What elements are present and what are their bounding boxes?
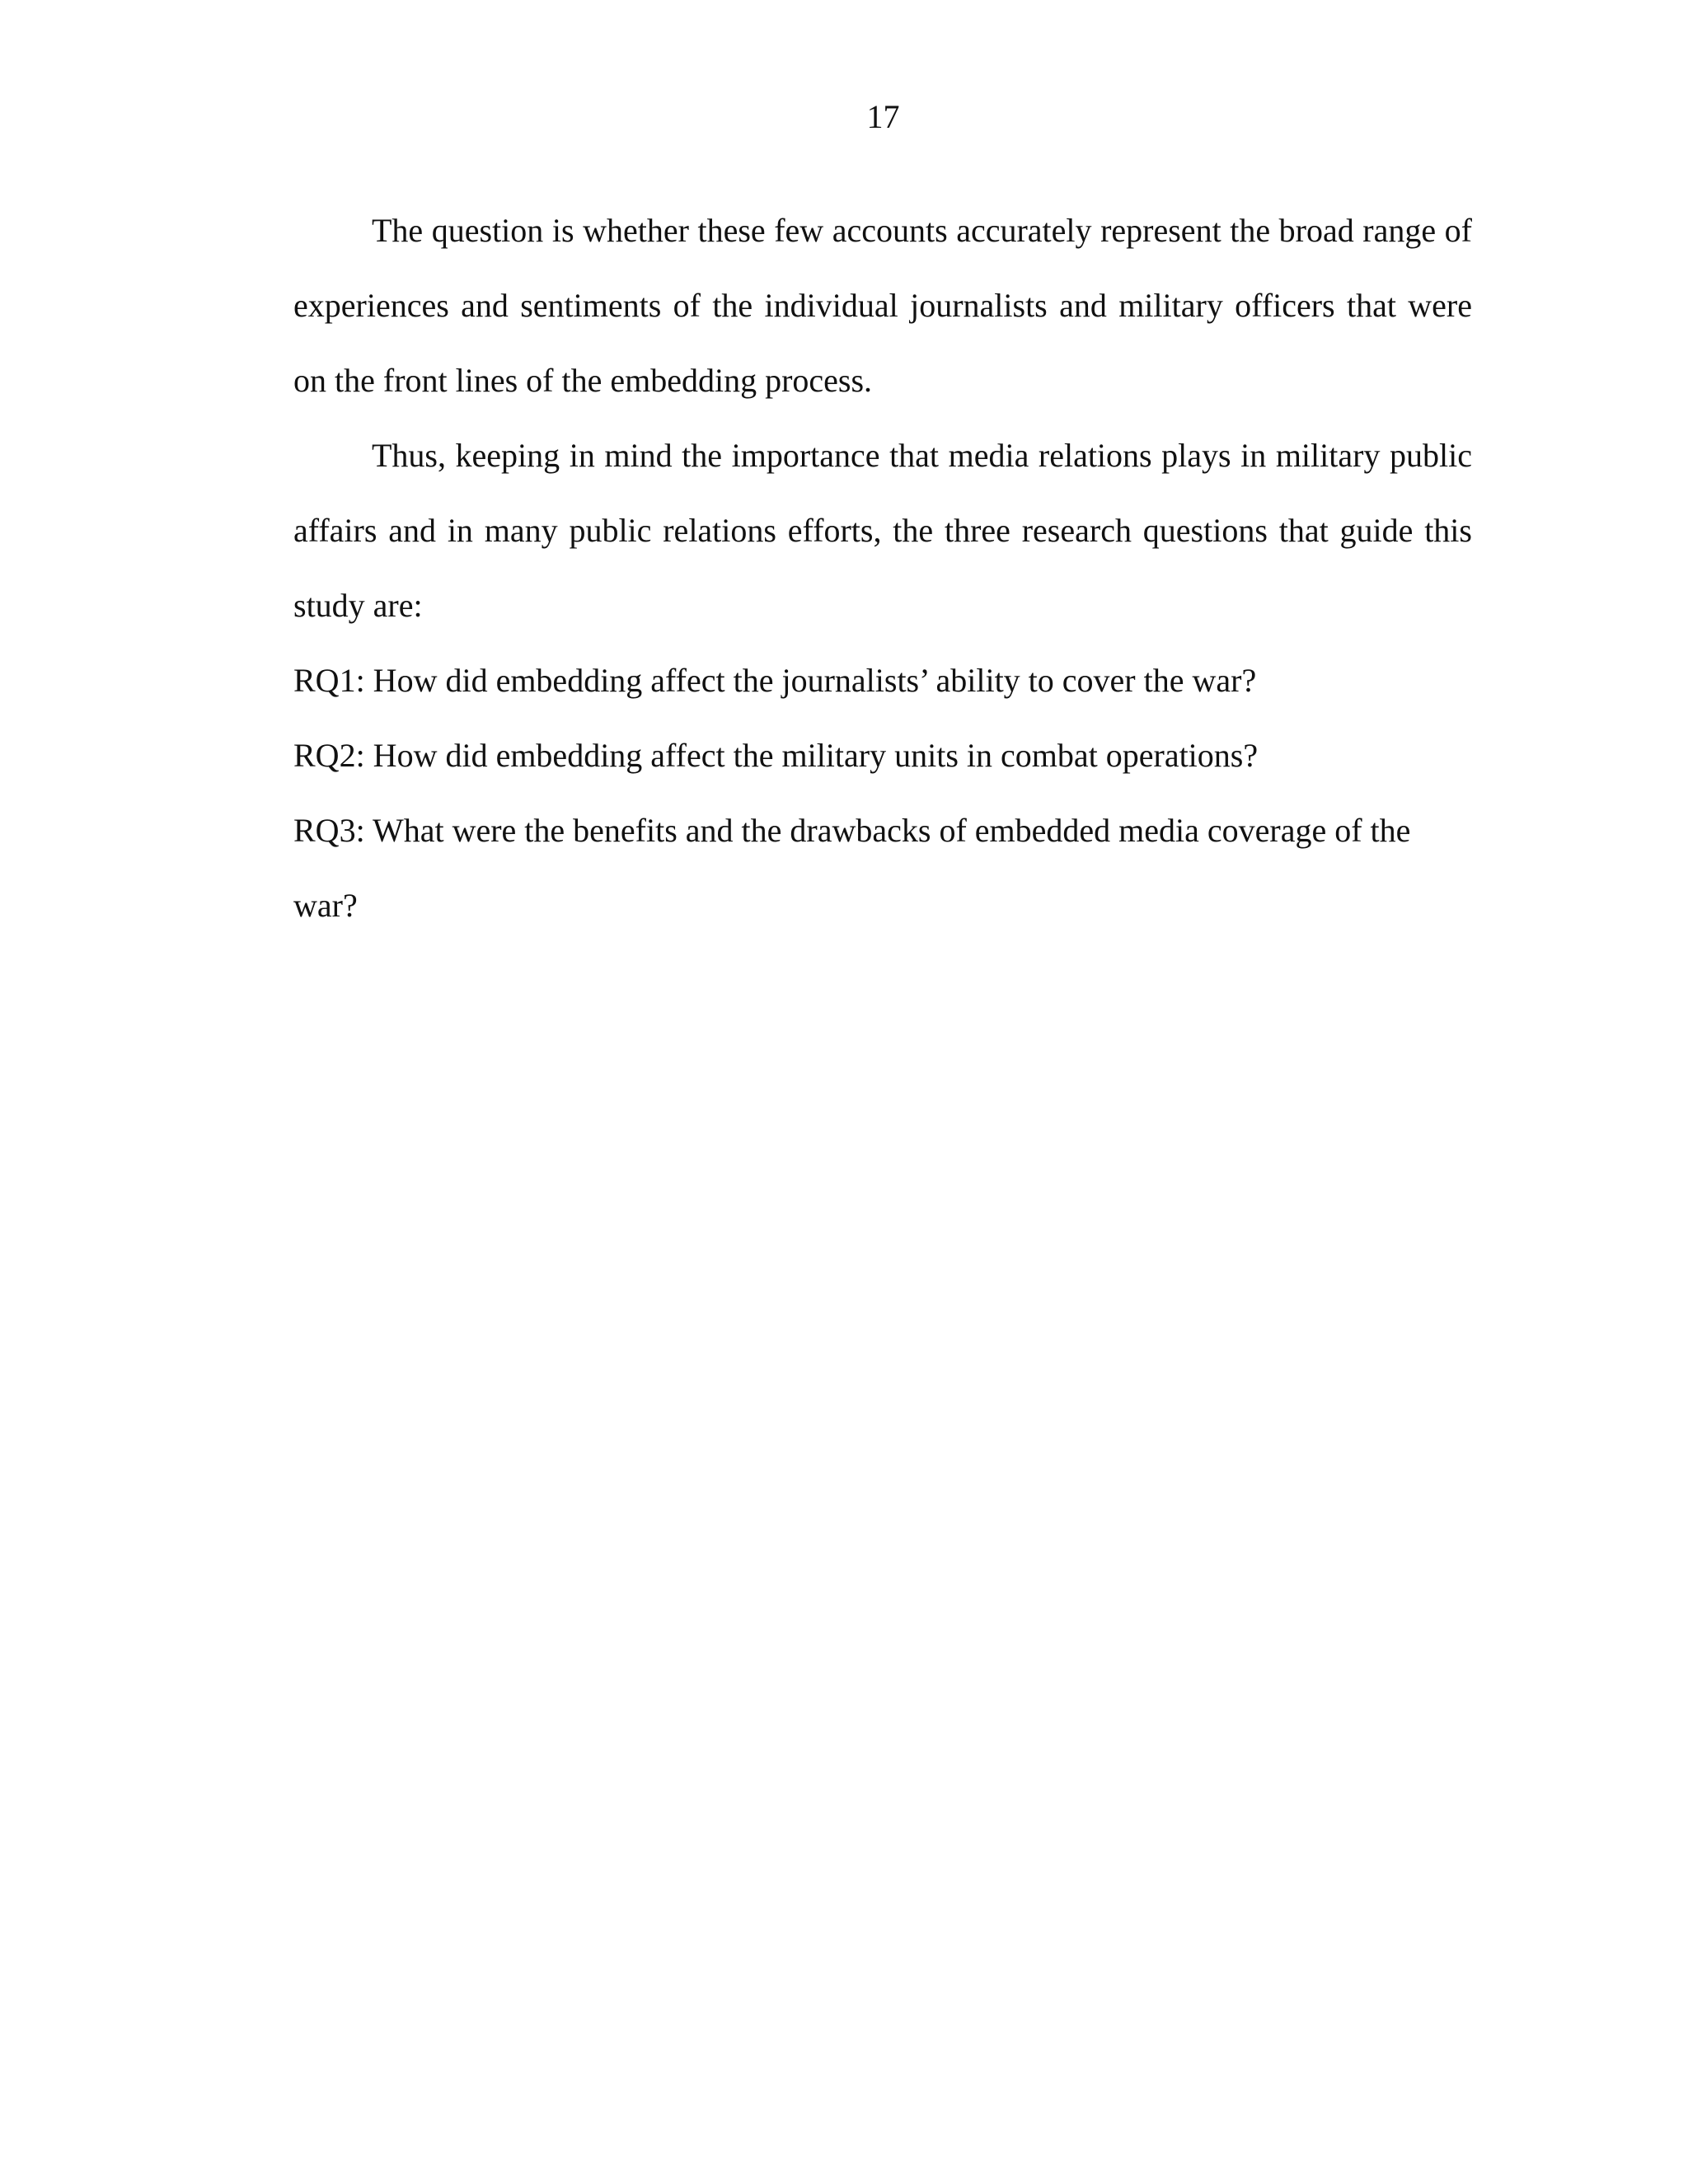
body-text <box>293 193 1472 943</box>
research-question-3: RQ3: What were the benefits and the drawbacks of embedded media coverage of the war? <box>293 812 1411 924</box>
research-question-1: RQ1: How did embedding affect the journalists’ ability to cover the war? <box>293 662 1257 699</box>
paragraph-1: The question is whether these few accounts accurately represent the broad range of experiences and sentiments of the individual journalists and military officers that were on the front lines of the embedding process. <box>293 212 1472 399</box>
research-question-2: RQ2: How did embedding affect the military units in combat operations? <box>293 737 1259 774</box>
paragraph-2: Thus, keeping in mind the importance that media relations plays in military public affairs and in many public relations efforts, the three research questions that guide this study are: <box>293 437 1472 624</box>
page-number: 17 <box>866 98 900 135</box>
